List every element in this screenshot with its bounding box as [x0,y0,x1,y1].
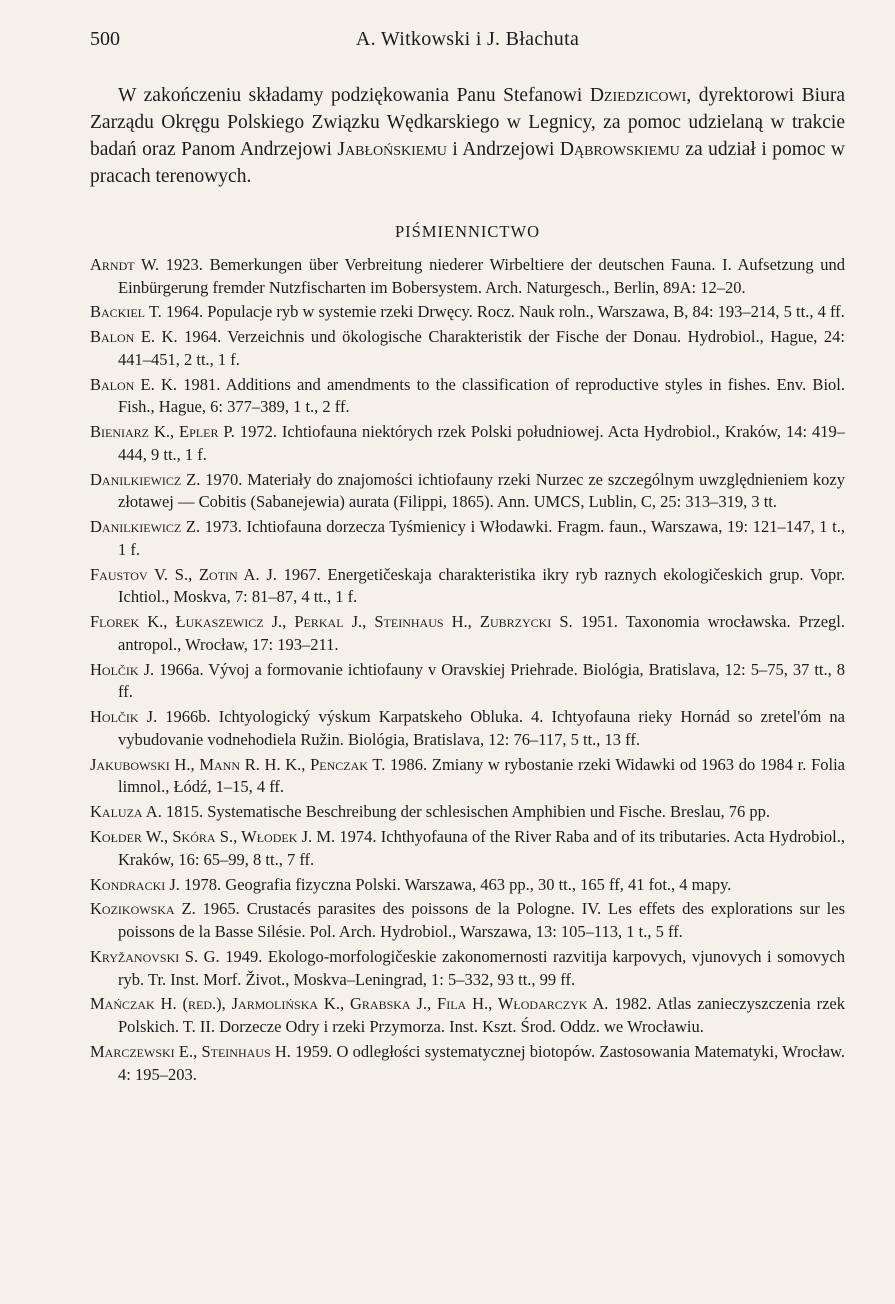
section-heading: PIŚMIENNICTWO [395,222,540,241]
reference-authors: Kozikowska Z. [90,899,196,919]
reference-entry [90,874,845,897]
reference-entry [90,659,845,704]
reference-entry [90,946,845,991]
reference-entry [90,754,845,799]
reference-authors: Kołder W., Skóra S., Włodek J. M. [90,827,336,847]
reference-text: 1967. Energetičeskaja charakteristika ikry ryb raznych ekologičeskich grup. Vopr. Ichtiol., Moskva, 7: 81–87, 4 tt., 1 f. [118,564,845,607]
reference-text: 1951. Taxonomia wrocławska. Przegl. antropol., Wrocław, 17: 193–211. [118,612,845,654]
reference-entry [90,301,845,324]
reference-text: 1970. Materiały do znajomości ichtiofauny rzeki Nurzec ze szczególnym uwzględnieniem kozy złotawej — Cobitis (Sabanejewia) aurata (Filippi, 1865). Ann. UMCS, Lublin, C, 25: 313–319, 3 tt. [118,469,845,512]
reference-authors: Danilkiewicz Z. [90,469,201,489]
reference-text: 1959. O odległości systematycznej biotopów. Zastosowania Matematyki, Wrocław. 4: 195–203. [118,1041,845,1084]
reference-authors: Bieniarz K., Epler P. [90,422,235,442]
reference-authors: Kryžanovski S. G. [90,946,220,966]
reference-authors: Balon E. K. [90,327,178,347]
reference-authors: Kaluza A. [90,802,162,822]
reference-entry [90,826,845,871]
reference-authors: Holčik J. [90,707,158,727]
reference-authors: Balon E. K. [90,374,178,394]
reference-text: 1986. Zmiany w rybostanie rzeki Widawki od 1963 do 1984 r. Folia limnol., Łódź, 1–15, 4 ff. [118,754,845,797]
reference-authors: Mańczak H. (red.), Jarmolińska K., Grabska J., Fila H., Włodarczyk A. [90,994,609,1014]
reference-authors: Marczewski E., Steinhaus H. [90,1041,291,1061]
acknowledged-person: Dąbrowskiemu [559,139,680,160]
reference-list [90,254,845,1086]
acknowledgment-text: , dyrektorowi Biura Zarządu Okręgu Polskiego Związku Wędkarskiego w Legnicy, za pomoc udzielaną w trakcie badań oraz Panom Andrzejowi [90,85,845,160]
acknowledgment-paragraph [90,82,845,190]
reference-authors: Kondracki J. [90,874,180,894]
reference-text: 1981. Additions and amendments to the classification of reproductive styles in fishes. Env. Biol. Fish., Hague, 6: 377–389, 1 t., 2 ff. [118,374,845,417]
reference-entry [90,564,845,609]
reference-entry [90,254,845,299]
reference-authors: Holčik J. [90,659,155,679]
reference-entry [90,326,845,371]
reference-text: 1815. Systematische Beschreibung der schlesischen Amphibien und Fische. Breslau, 76 pp. [161,802,770,822]
reference-entry [90,993,845,1038]
reference-text: 1949. Ekologo-morfologičeskie zakonomernosti razvitija karpovych, vjunovych i somovych ryb. Tr. Inst. Morf. Život., Moskva–Leningrad, 1: 5–332, 93 tt., 99 ff. [118,946,845,989]
reference-text: 1982. Atlas zanieczyszczenia rzek Polskich. T. II. Dorzecze Odry i rzeki Przymorza. Inst. Kszt. Środ. Oddz. we Wrocławiu. [118,994,846,1037]
reference-authors: Backiel T. [90,302,162,322]
reference-text: 1966b. Ichtyologický výskum Karpatskeho Obluka. 4. Ichtyofauna rieky Hornád so zretel'óm na vybudovanie vodnehodiela Ružin. Biológia, Bratislava, 12: 76–117, 5 tt., 13 ff. [118,707,845,749]
reference-text: 1964. Populacje ryb w systemie rzeki Drwęcy. Rocz. Nauk roln., Warszawa, B, 84: 193–214, 5 tt., 4 ff. [161,302,845,322]
page-number: 500 [90,28,120,50]
reference-authors: Florek K., Łukaszewicz J., Perkal J., Steinhaus H., Zubrzycki S. [90,612,573,632]
reference-authors: Jakubowski H., Mann R. H. K., Penczak T. [90,754,386,774]
reference-entry [90,611,845,656]
reference-text: 1972. Ichtiofauna niektórych rzek Polski południowej. Acta Hydrobiol., Kraków, 14: 419–444, 9 tt., 1 f. [118,422,845,464]
page-header [90,0,845,82]
acknowledgment-text: W zakończeniu składamy podziękowania Panu Stefanowi [118,85,590,106]
reference-entry [90,516,845,561]
reference-entry [90,801,845,824]
reference-text: 1973. Ichtiofauna dorzecza Tyśmienicy i Włodawki. Fragm. faun., Warszawa, 19: 121–147, 1 t., 1 f. [118,517,845,559]
reference-text: 1964. Verzeichnis und ökologische Charakteristik der Fische der Donau. Hydrobiol., Hague, 24: 441–451, 2 tt., 1 f. [118,327,845,369]
reference-entry [90,421,845,466]
reference-entry [90,898,845,943]
acknowledgment-text: i Andrzejowi [446,139,560,160]
reference-authors: Arndt W. [90,255,160,274]
reference-entry [90,469,845,514]
reference-authors: Faustov V. S., Zotin A. J. [90,564,277,584]
reference-entry [90,1041,845,1086]
reference-entry [90,374,845,419]
acknowledged-person: Jabłońskiemu [337,139,447,160]
reference-entry [90,706,845,751]
reference-text: 1923. Bemerkungen über Verbreitung niederer Wirbeltiere der deutschen Fauna. I. Aufsetzung und Einbürgerung fremder Nutzfischarten im Bobersystem. Arch. Naturgesch., Berlin, 89A: 12–20. [118,255,845,297]
acknowledged-person: Dziedzicowi [589,85,687,106]
reference-text: 1965. Crustacés parasites des poissons de la Pologne. IV. Les effets des explorations sur les poissons de la Basse Silésie. Pol. Arch. Hydrobiol., Warszawa, 13: 105–113, 1 t., 5 ff. [118,899,845,942]
reference-text: 1978. Geografia fizyczna Polski. Warszawa, 463 pp., 30 tt., 165 ff, 41 fot., 4 mapy. [179,874,732,894]
reference-text: 1974. Ichthyofauna of the River Raba and of its tributaries. Acta Hydrobiol., Kraków, 16: 65–99, 8 tt., 7 ff. [118,827,846,869]
running-head: A. Witkowski i J. Błachuta [355,28,580,50]
reference-text: 1966a. Vývoj a formovanie ichtiofauny v Oravskiej Priehrade. Biológia, Bratislava, 12: 5–75, 37 tt., 8 ff. [118,659,845,702]
reference-authors: Danilkiewicz Z. [90,517,201,537]
acknowledgment-text: za udział i pomoc w pracach terenowych. [90,139,845,187]
